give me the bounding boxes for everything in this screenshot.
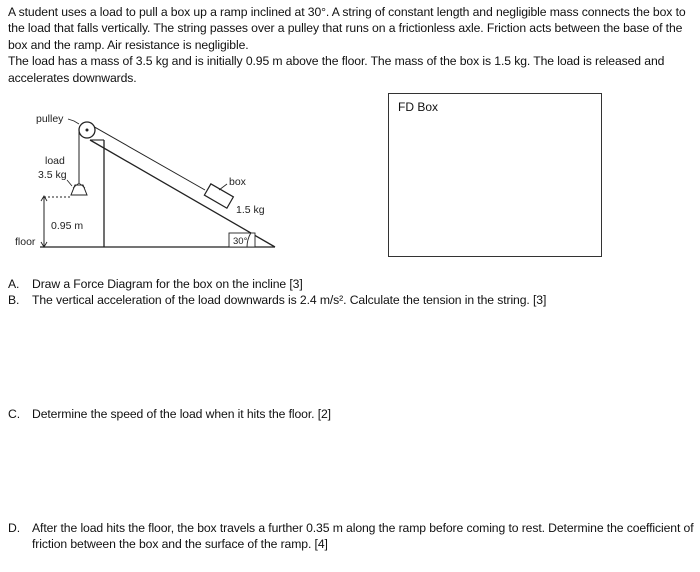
question-a xyxy=(8,276,694,292)
ramp-pulley-diagram xyxy=(0,100,300,260)
angle-label: 30° xyxy=(233,236,248,247)
question-b xyxy=(8,292,694,308)
string-to-box xyxy=(91,125,205,190)
question-d-letter: D. xyxy=(8,521,20,535)
load-label: load xyxy=(45,155,65,167)
pulley-axle xyxy=(86,129,89,132)
question-d xyxy=(8,520,694,553)
load-leader-line xyxy=(67,180,72,186)
intro-paragraph-1: A student uses a load to pull a box up a ramp inclined at 30°. A string of constant length and negligible mass connects the box to the load that falls vertically. The string passes over a pulley that runs on a frictionless axle. Friction acts between the base of the box and the ramp. Air resistance is negligible. xyxy=(8,5,686,52)
box-label: box xyxy=(229,176,246,188)
pulley-label: pulley xyxy=(36,113,64,125)
fd-box-title: FD Box xyxy=(398,100,439,114)
load-mass-label: 3.5 kg xyxy=(38,169,67,181)
question-c xyxy=(8,406,694,422)
question-c-text: Determine the speed of the load when it hits the floor. [2] xyxy=(32,407,331,421)
pulley-leader-line xyxy=(68,119,79,124)
box-leader-line xyxy=(219,184,227,190)
question-a-text: Draw a Force Diagram for the box on the incline [3] xyxy=(32,277,303,291)
question-a-letter: A. xyxy=(8,277,20,291)
box-mass-label: 1.5 kg xyxy=(236,204,265,216)
height-label: 0.95 m xyxy=(51,220,84,232)
floor-label: floor xyxy=(15,236,36,248)
question-b-text: The vertical acceleration of the load downwards is 2.4 m/s². Calculate the tension in the string. [3] xyxy=(32,293,547,307)
question-d-text: After the load hits the floor, the box travels a further 0.35 m along the ramp before coming to rest. Determine the coefficient of friction between the box and the surface of the ramp. [4] xyxy=(32,521,694,552)
question-b-letter: B. xyxy=(8,293,20,307)
intro-paragraph-2: The load has a mass of 3.5 kg and is initially 0.95 m above the floor. The mass of the box is 1.5 kg. The load is released and accelerates downwards. xyxy=(8,54,665,85)
problem-statement xyxy=(8,4,696,86)
ramp-slope xyxy=(90,140,275,247)
load-mass xyxy=(71,185,87,195)
force-diagram-box[interactable] xyxy=(388,93,602,257)
question-c-letter: C. xyxy=(8,407,20,421)
